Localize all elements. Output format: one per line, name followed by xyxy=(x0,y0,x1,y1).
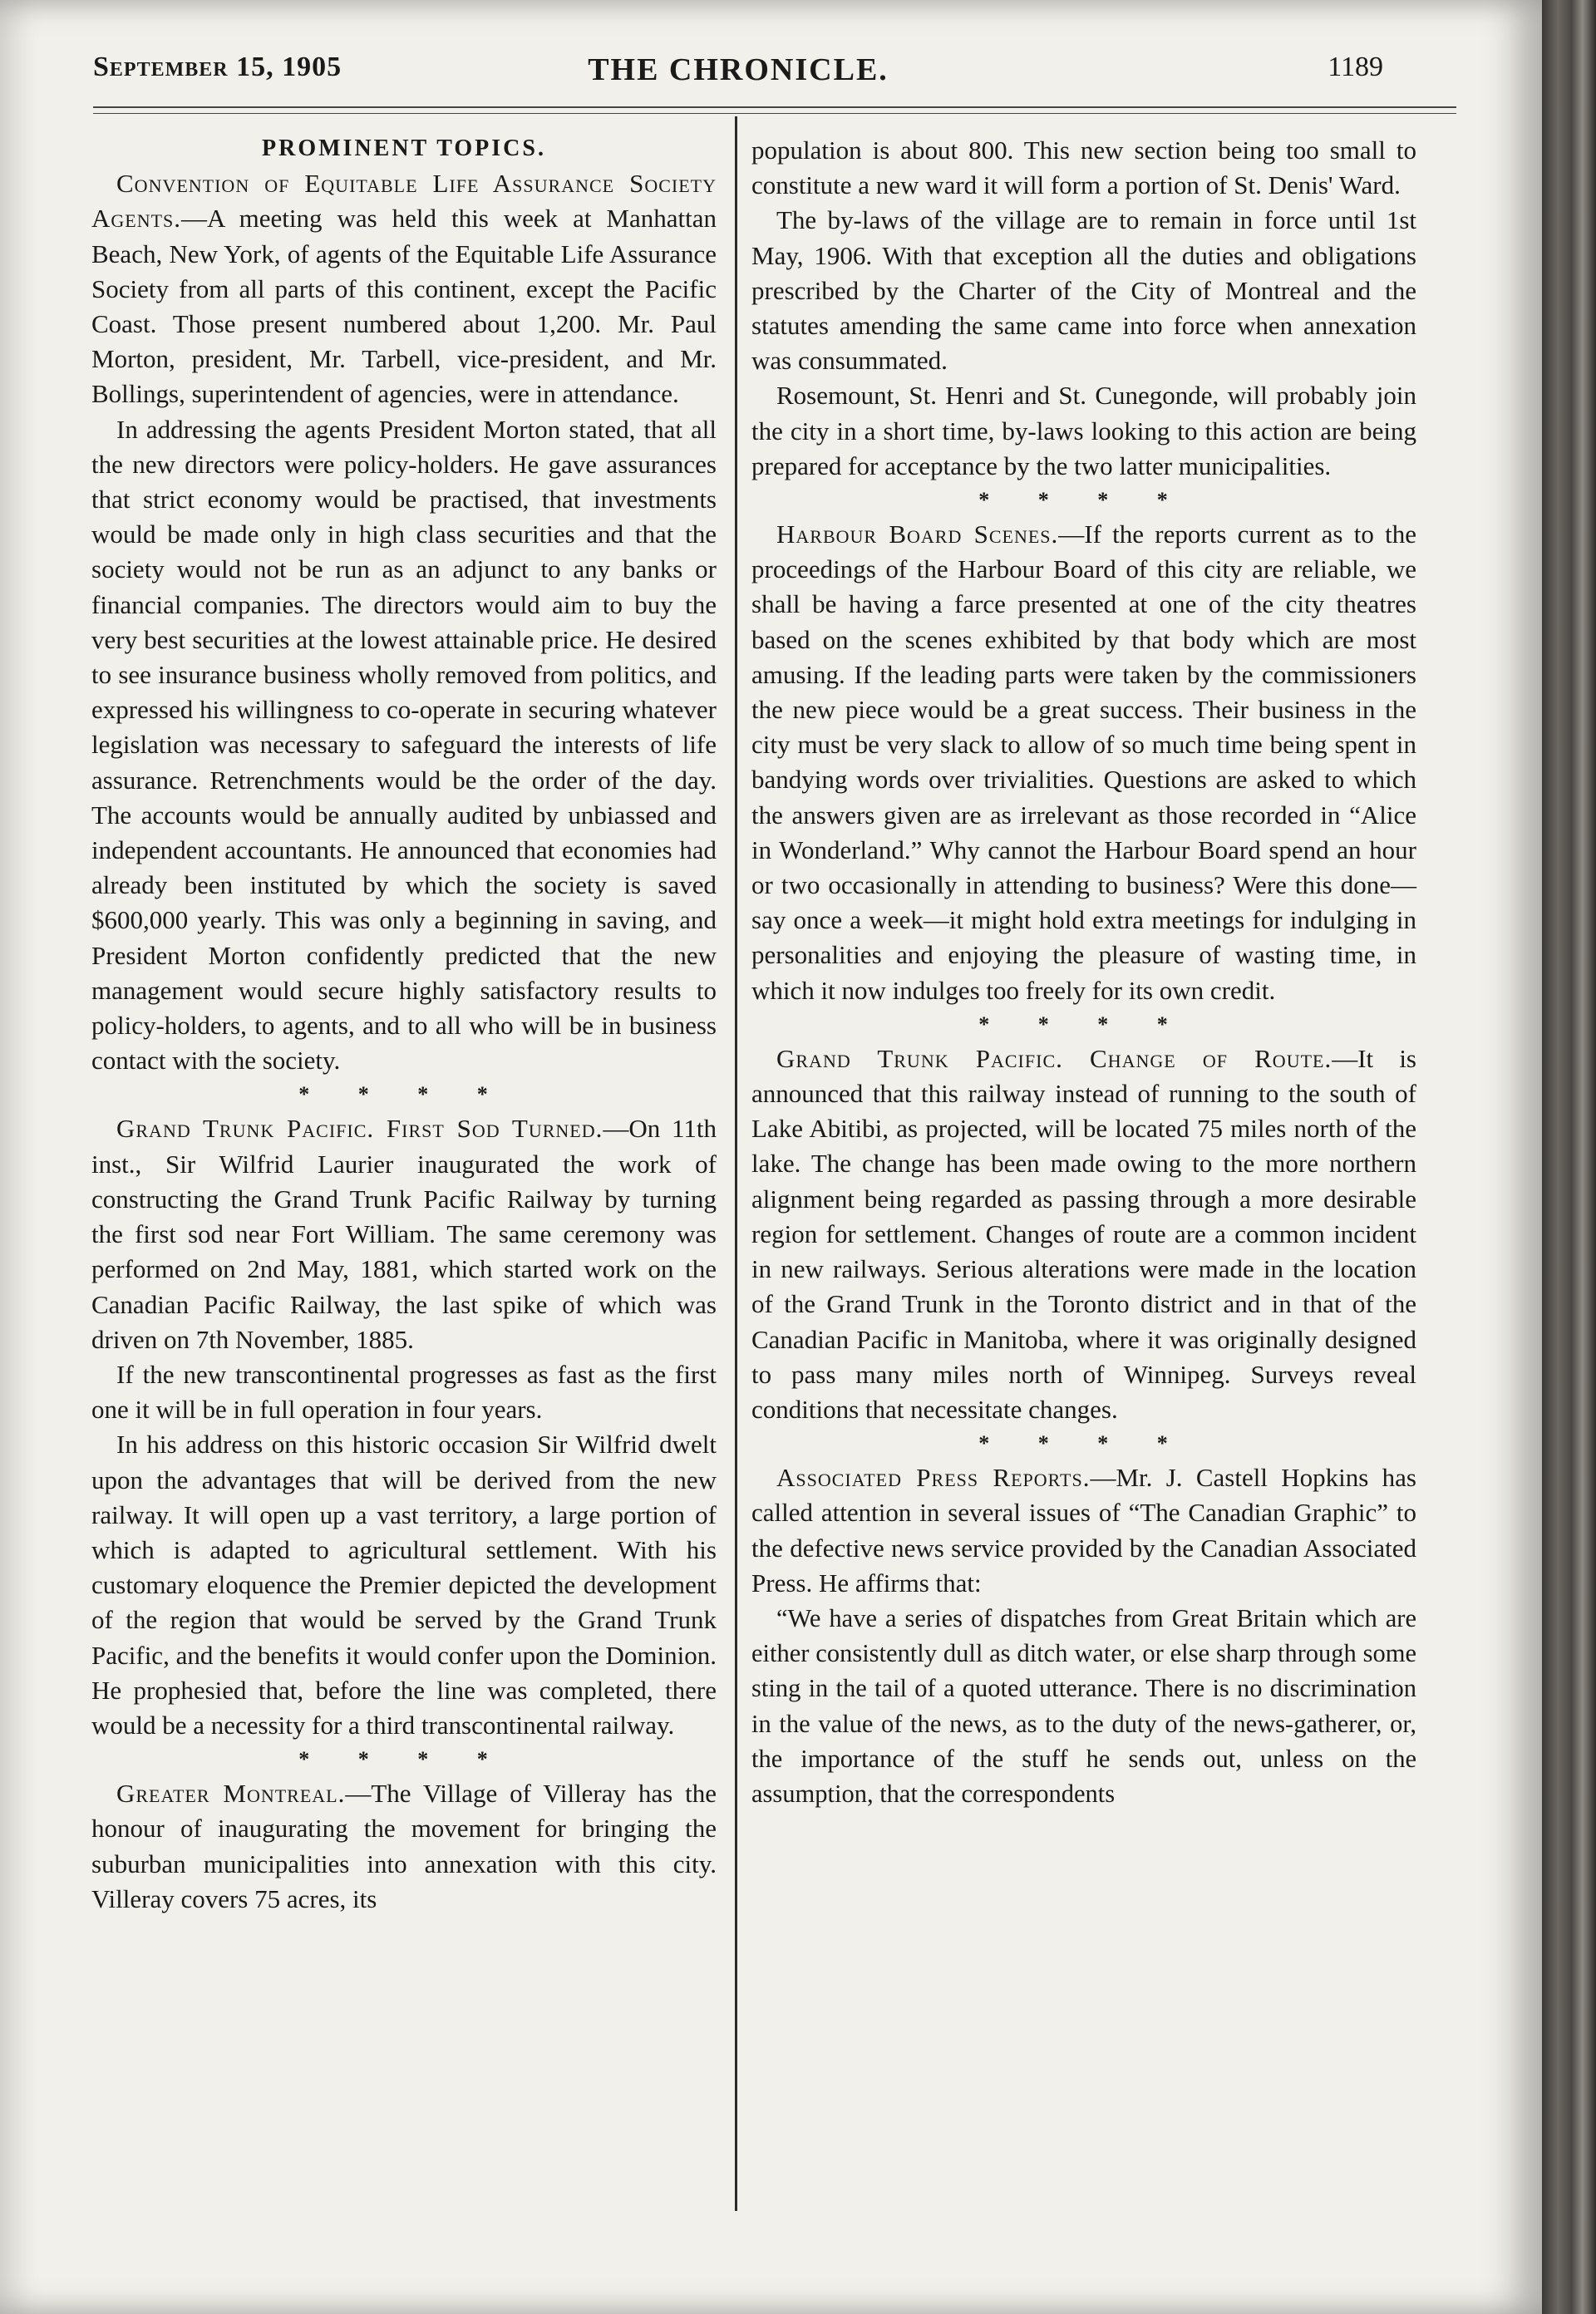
article-heading: Convention of Equitable Life Assurance Society Agents. xyxy=(91,169,717,234)
article-greater-montreal-p1 xyxy=(91,1776,717,1917)
page-number: 1189 xyxy=(1328,52,1383,82)
header-rule-thin xyxy=(93,113,1456,114)
article-heading: Grand Trunk Pacific. Change of Route. xyxy=(776,1043,1332,1073)
article-gtp-sod-p3: In his address on this historic occasion Sir Wilfrid dwelt upon the advantages that will be derived from the new railway. It will open up a vast territory, a large portion of which is adapted to agricultural settlement. With his customary eloquence the Premier depicted the development of the region that would be served by the Grand Trunk Pacific, and the benefits it would confer upon the Dominion. He prophesied that, before the line was completed, there would be a necessity for a third transcontinental railway. xyxy=(91,1430,717,1740)
page-header xyxy=(93,52,1383,93)
article-text: —Mr. J. Castell Hopkins has called attention in several issues of “The Canadian Graphic” to the defective news service provided by the Canadian Associated Press. He affirms that: xyxy=(751,1463,1416,1598)
article-equitable-p1 xyxy=(91,166,717,411)
article-heading: Harbour Board Scenes. xyxy=(776,519,1059,549)
header-rule xyxy=(93,106,1456,108)
article-heading: Grand Trunk Pacific. First Sod Turned. xyxy=(116,1114,603,1144)
section-title: PROMINENT TOPICS. xyxy=(262,135,546,161)
article-text: —The Village of Villeray has the honour of inaugurating the movement for bringing the suburban municipalities into annexation with this city. Villeray covers 75 acres, its xyxy=(91,1779,717,1913)
separator-stars: * * * * xyxy=(978,1431,1190,1456)
separator-stars: * * * * xyxy=(978,488,1190,513)
article-text: —On 11th inst., Sir Wilfrid Laurier inaugurated the work of constructing the Grand Trunk Pacific Railway by turning the first sod near Fort William. The same ceremony was performed on 2nd May, 1881, which started work on the Canadian Pacific Railway, the last spike of which was driven on 7th November, 1885. xyxy=(91,1114,717,1354)
article-greater-montreal-p3: Rosemount, St. Henri and St. Cunegonde, will probably join the city in a short time, by-laws looking to this action are being prepared for acceptance by the two latter municipalities. xyxy=(751,381,1416,480)
issue-date: September 15, 1905 xyxy=(93,52,342,82)
article-greater-montreal-cont: population is about 800. This new section being too small to constitute a new ward it will form a portion of St. Denis' Ward. xyxy=(751,135,1416,200)
article-text: —A meeting was held this week at Manhattan Beach, New York, of agents of the Equitable Life Assurance Society from all parts of this continent, except the Pacific Coast. Those present numbered about 1,200. Mr. Paul Morton, president, Mr. Tarbell, vice-president, and Mr. Bollings, superintendent of agencies, were in attendance. xyxy=(91,204,717,409)
article-press-quote: “We have a series of dispatches from Great Britain which are either consistently dull as ditch water, or else sharp through some sting in the tail of a quoted utterance. There is no discrimination in the value of the news, as to the duty of the news-gatherer, or, the importance of the stuff he sends out, unless on the assumption, that the correspondents xyxy=(751,1603,1416,1808)
publication-title: THE CHRONICLE. xyxy=(588,52,889,87)
separator-stars: * * * * xyxy=(298,1747,510,1772)
article-gtp-route-p1 xyxy=(751,1041,1416,1427)
article-harbour-p1 xyxy=(751,517,1416,1008)
article-equitable-p2: In addressing the agents President Morton stated, that all the new directors were policy-holders. He gave assurances that strict economy would be practised, that investments would be made only in high class securities and that the society would not be run as an adjunct to any banks or financial companies. The directors would aim to buy the very best securities at the lowest attainable price. He desired to see insurance business wholly removed from politics, and expressed his willingness to co-operate in securing whatever legislation was necessary to safeguard the interests of life assurance. Retrenchments would be the order of the day. The accounts would be annually audited by unbiassed and independent accountants. He announced that economies had already been instituted by which the society is saved $600,000 yearly. This was only a beginning in saving, and President Morton confidently predicted that the new management would secure highly satisfactory results to policy-holders, to agents, and to all who will be in business contact with the society. xyxy=(91,414,717,1076)
article-text: —If the reports current as to the proceedings of the Harbour Board of this city are reliable, we shall be having a farce presented at one of the city theatres based on the scenes exhibited by that body which are most amusing. If the leading parts were taken by the commissioners the new piece would be a great success. Their business in the city must be very slack to allow of so much time being spent in bandying words over trivialities. Questions are asked to which the answers given are as irrelevant as those recorded in “Alice in Wonderland.” Why cannot the Harbour Board spend an hour or two occasionally in attending to business? Were this done—say once a week—it might hold extra meetings for indulging in personalities and enjoying the pleasure of wasting time, in which it now indulges too freely for its own credit. xyxy=(751,519,1416,1005)
article-text: —It is announced that this railway instead of running to the south of Lake Abitibi, as projected, will be located 75 miles north of the lake. The change has been made owing to the more northern alignment being regarded as passing through a more desirable region for settlement. Changes of route are a common incident in new railways. Serious alterations were made in the location of the Grand Trunk in the Toronto district and in that of the Canadian Pacific in Manitoba, where it was originally designed to pass many miles north of Winnipeg. Surveys reveal conditions that necessitate changes. xyxy=(751,1043,1416,1424)
right-column xyxy=(751,133,1416,1811)
article-gtp-sod-p1 xyxy=(91,1111,717,1356)
book-binding-edge xyxy=(1542,0,1596,2314)
separator-stars: * * * * xyxy=(978,1012,1190,1036)
article-heading: Associated Press Reports. xyxy=(776,1463,1091,1493)
article-greater-montreal-p2: The by-laws of the village are to remain in force until 1st May, 1906. With that exception all the duties and obligations prescribed by the Charter of the City of Montreal and the statutes amending the same came into force when annexation was consummated. xyxy=(751,205,1416,376)
column-divider xyxy=(735,116,737,2211)
left-column xyxy=(91,131,717,1917)
article-press-p1 xyxy=(751,1460,1416,1601)
separator-stars: * * * * xyxy=(298,1082,510,1107)
article-heading: Greater Montreal. xyxy=(116,1779,346,1809)
article-gtp-sod-p2: If the new transcontinental progresses as fast as the first one it will be in full operation in four years. xyxy=(91,1359,717,1425)
